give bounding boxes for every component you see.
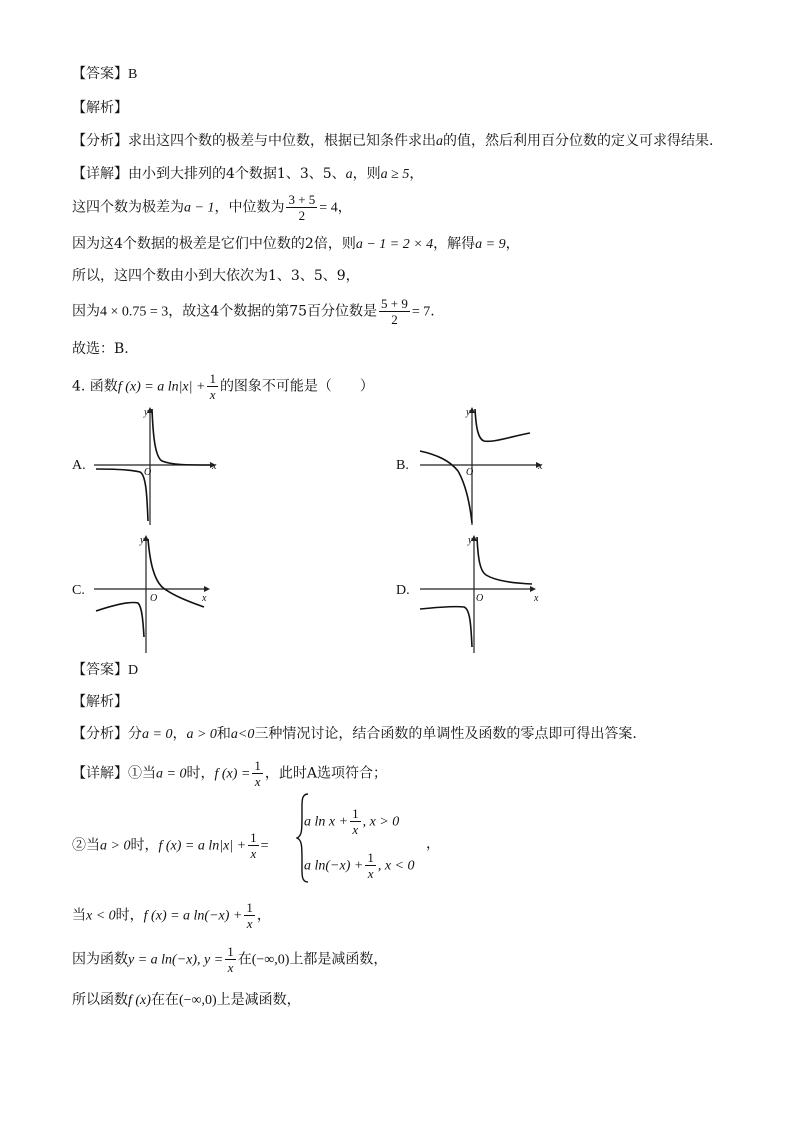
fenxi-label-2: 【分析】 <box>72 726 128 742</box>
xj8-fraction <box>244 900 255 931</box>
graph-a-y-label: y <box>144 407 149 418</box>
case1-expr: a ln x + <box>304 814 349 830</box>
xj1-tail: ，则 <box>352 166 381 182</box>
graph-c <box>92 533 220 655</box>
case2-condition: , x < 0 <box>377 858 415 874</box>
xj3-mid: ，解得 <box>433 236 476 252</box>
answer-line-2 <box>72 660 138 681</box>
xj3-math2: a = 9 <box>475 237 506 252</box>
xj9-interval: (−∞,0) <box>251 952 290 968</box>
option-c-label: C. <box>72 583 85 598</box>
xj7-numerator: 1 <box>250 830 257 845</box>
xj10-mid: 在在 <box>150 992 179 1008</box>
xj2-pre: 这四个数为极差为 <box>72 199 184 216</box>
xj2-denominator: 2 <box>298 208 306 223</box>
choose-line-1: 故选：B. <box>72 341 129 357</box>
xj9-denominator: x <box>227 960 234 975</box>
xj6-m: a = 0 <box>156 766 187 782</box>
xj9-fraction <box>225 944 236 975</box>
graph-c-x-label: x <box>202 593 207 604</box>
graph-b <box>418 405 546 527</box>
xj1-var: a <box>345 167 353 182</box>
xiangjie-label-2: 【详解】 <box>72 765 128 782</box>
xiangjie-line-3 <box>72 234 520 255</box>
xiangjie-line-6 <box>72 758 387 789</box>
case-1 <box>304 806 399 837</box>
fenxi2-and: 和 <box>216 726 231 742</box>
xj8-end: ， <box>256 907 271 924</box>
xiangjie-line-10 <box>72 990 301 1011</box>
xj10-m: f (x) <box>128 993 151 1008</box>
xj1-text: 由小到大排列的4个数据1、3、5、 <box>128 166 346 182</box>
xj9-numerator: 1 <box>227 944 234 959</box>
xj2-mid: ，中位数为 <box>214 199 285 216</box>
answer-value: B <box>128 67 138 82</box>
xj2-eq: = 4 <box>319 200 338 216</box>
xj2-math: a − 1 <box>184 200 215 216</box>
xj8-numerator: 1 <box>246 900 253 915</box>
graph-b-y-label: y <box>466 407 471 418</box>
fenxi-text: 求出这四个数的极差与中位数，根据已知条件求出 <box>128 133 436 149</box>
xj1-math: a ≥ 5 <box>380 167 410 182</box>
q4-denominator: x <box>209 387 216 402</box>
xj5-fraction <box>379 296 410 327</box>
xj3-math: a − 1 = 2 × 4 <box>355 237 434 252</box>
xj7-f: f (x) = a ln|x| + <box>158 838 247 854</box>
graph-c-y-label: y <box>140 535 145 546</box>
answer-line <box>72 64 137 85</box>
xj5-denominator: 2 <box>391 312 398 327</box>
xj6-fraction <box>252 758 263 789</box>
xj7-end: ， <box>426 836 440 852</box>
graph-b-x-label: x <box>538 461 543 472</box>
q4-numerator: 1 <box>209 371 216 386</box>
fenxi2-sep: ， <box>172 726 187 742</box>
xj5-mid: ，故这4个数据的第75百分位数是 <box>168 303 378 320</box>
xj10-tail: 上是减函数， <box>216 992 301 1008</box>
xj6-denominator: x <box>254 774 261 789</box>
fenxi-tail: 的值，然后利用百分位数的定义可求得结果. <box>443 133 714 149</box>
graph-d-x-label: x <box>534 593 539 604</box>
xj6-pre: ①当 <box>128 765 156 782</box>
fenxi-line <box>72 131 713 152</box>
fenxi2-pre: 分 <box>128 726 142 742</box>
case-2 <box>304 850 415 881</box>
q4-math: f (x) = a ln|x| + <box>117 379 206 395</box>
xj7-mid: 时， <box>130 837 159 854</box>
fenxi2-m2: a > 0 <box>186 727 217 742</box>
fenxi2-m3: a<0 <box>230 727 255 742</box>
xj8-m: x < 0 <box>86 908 116 924</box>
answer-label: 【答案】 <box>72 66 128 82</box>
xj3-end: ， <box>505 236 520 252</box>
case1-denominator: x <box>352 822 359 837</box>
xj9-mid: 在 <box>237 951 252 968</box>
xj9-pre: 因为函数 <box>72 951 128 968</box>
xiangjie-line-9 <box>72 944 387 975</box>
xiangjie-line-7 <box>72 830 268 861</box>
graph-a-x-label: x <box>212 461 217 472</box>
xj3-pre: 因为这4个数据的极差是它们中位数的2倍，则 <box>72 236 356 252</box>
analysis-heading: 【解析】 <box>72 100 128 116</box>
q4-pre: 4. 函数 <box>72 378 118 395</box>
xj9-tail: 上都是减函数， <box>289 951 388 968</box>
xj5-eq: = 7 <box>411 304 431 320</box>
xj5-math: 4 × 0.75 = 3 <box>100 304 169 320</box>
xj8-f: f (x) = a ln(−x) + <box>143 908 243 924</box>
xj6-tail: ，此时A选项符合； <box>264 765 387 782</box>
analysis-heading-2: 【解析】 <box>72 694 128 710</box>
xiangjie-line-2 <box>72 192 352 223</box>
fenxi-line-2 <box>72 724 637 745</box>
answer-label-2: 【答案】 <box>72 662 128 678</box>
xj2-numerator: 3 + 5 <box>288 192 316 207</box>
case1-condition: , x > 0 <box>362 814 400 830</box>
graph-c-origin: O <box>150 593 158 604</box>
case1-fraction <box>350 806 361 837</box>
fenxi-label: 【分析】 <box>72 133 128 149</box>
graph-d <box>418 533 546 655</box>
graph-a-origin: O <box>144 467 152 478</box>
case2-fraction <box>365 850 376 881</box>
case2-denominator: x <box>367 866 374 881</box>
q4-tail: 的图象不可能是（ ） <box>219 378 374 395</box>
xj6-numerator: 1 <box>254 758 261 773</box>
xj8-denominator: x <box>246 916 253 931</box>
question-4 <box>72 371 374 402</box>
graph-d-origin: O <box>476 593 484 604</box>
fenxi2-tail: 三种情况讨论，结合函数的单调性及函数的零点即可得出答案. <box>254 726 637 742</box>
xj5-pre: 因为 <box>72 303 100 320</box>
xj9-m: y = a ln(−x), y = <box>128 952 224 968</box>
case1-numerator: 1 <box>352 806 359 821</box>
xiangjie-line-5 <box>72 296 435 327</box>
fenxi-var: a <box>436 134 443 149</box>
xj2-fraction <box>286 192 317 223</box>
case2-expr: a ln(−x) + <box>304 858 364 874</box>
answer-value-2: D <box>128 663 139 678</box>
xj5-numerator: 5 + 9 <box>381 296 408 311</box>
xiangjie-line-4: 所以，这四个数由小到大依次为1、3、5、9， <box>72 268 360 284</box>
xj6-f: f (x) = <box>214 766 251 782</box>
case2-numerator: 1 <box>367 850 374 865</box>
xj7-m: a > 0 <box>100 838 131 854</box>
xj10-interval: (−∞,0) <box>178 993 217 1008</box>
q4-fraction <box>207 371 218 402</box>
xiangjie-line-8 <box>72 900 271 931</box>
xj7-eq: = <box>260 838 269 854</box>
xj8-pre: 当 <box>72 907 86 924</box>
xj10-pre: 所以函数 <box>72 992 128 1008</box>
fenxi2-m1: a = 0 <box>142 727 173 742</box>
xj1-end: ， <box>409 166 424 182</box>
xiangjie-line-1 <box>72 164 423 185</box>
xj7-fraction <box>248 830 259 861</box>
graph-b-origin: O <box>466 467 474 478</box>
option-b-label: B. <box>396 458 409 473</box>
option-a-label: A. <box>72 458 86 473</box>
xj5-end: . <box>430 303 435 320</box>
xj2-end: ， <box>337 199 352 216</box>
xj6-mid: 时， <box>186 765 215 782</box>
xj8-mid: 时， <box>115 907 144 924</box>
graph-a <box>92 405 220 527</box>
xj7-pre: ②当 <box>72 837 100 854</box>
option-d-label: D. <box>396 583 410 598</box>
xiangjie-label: 【详解】 <box>72 166 128 182</box>
xj7-denominator: x <box>250 846 257 861</box>
graph-d-y-label: y <box>468 535 473 546</box>
